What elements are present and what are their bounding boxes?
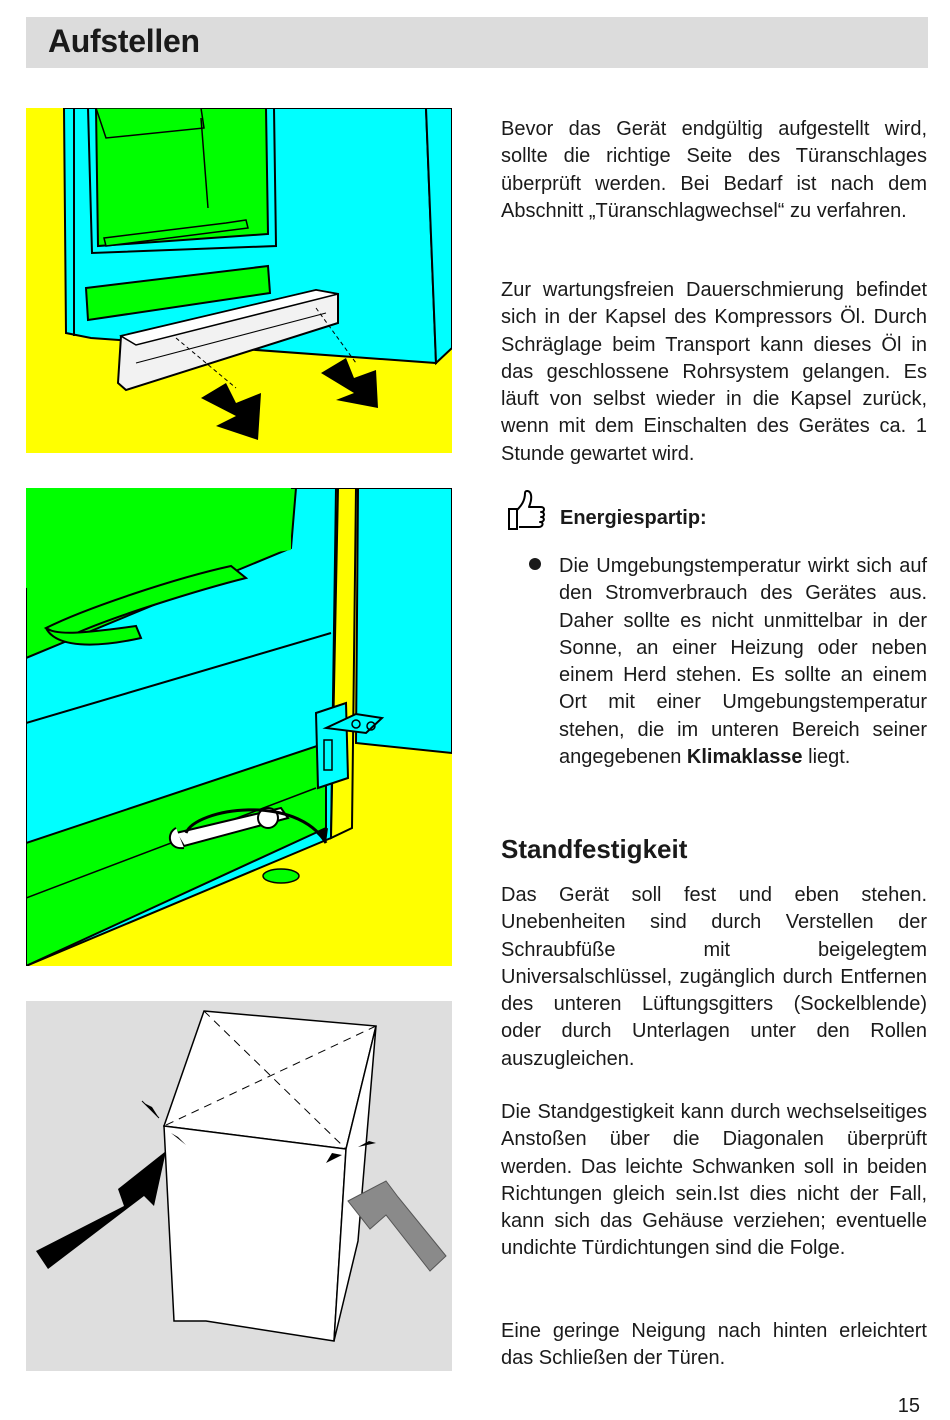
energy-tip-header	[501, 487, 927, 537]
paragraph-text: Eine geringe Neigung nach hinten erleichtert das Schließen der Türen.	[501, 1320, 927, 1370]
illustration-diagonal-check	[26, 1001, 452, 1371]
thumbs-up-icon	[501, 487, 547, 538]
intro-paragraph-door-hinge	[501, 116, 927, 225]
paragraph-text: Die Standgestigkeit kann durch wechselseitiges Anstoßen über die Diagonalen überprüft werden. Das leichte Schwanken soll in beiden Richtungen gleich sein.Ist dies nicht der Fall, kann sich das Gehäuse verziehen; eventuelle undichte Türdichtungen sind die Folge.	[501, 1101, 927, 1260]
header-bar	[26, 17, 928, 68]
stability-paragraph-diagonals	[501, 1099, 927, 1263]
energy-tip-text	[559, 553, 927, 771]
section-title-stability: Standfestigkeit	[501, 834, 688, 864]
tip-text-end: liegt.	[802, 746, 851, 769]
paragraph-text: Bevor das Gerät endgültig aufgestellt wird, sollte die richtige Seite des Türanschlages überprüft werden. Bei Bedarf ist nach dem Abschnitt „Türanschlagwechsel“ zu verfahren.	[501, 118, 927, 222]
bullet-icon	[529, 558, 541, 570]
stability-paragraph-feet	[501, 882, 927, 1073]
tip-text-start: Die Umgebungstemperatur wirkt sich auf den Stromverbrauch des Gerätes aus. Daher sollte es nicht unmittelbar in der Sonne, an einer Heizung oder neben einem Herd stehen. Es sollte an einem Ort mit einer Umgebungstemperatur stehen, die im unteren Bereich seiner angegebenen	[559, 555, 927, 769]
page-number: 15	[897, 1395, 920, 1417]
illustration-ventilation-grille	[26, 108, 452, 453]
paragraph-text: Das Gerät soll fest und eben stehen. Unebenheiten sind durch Verstellen der Schraubfüße mit beigelegtem Universalschlüssel, zugänglich durch Entfernen des unteren Lüftungsgitters (Sockelblende) oder durch Unterlagen unter den Rollen auszugleichen.	[501, 884, 927, 1070]
paragraph-text: Zur wartungsfreien Dauerschmierung befindet sich in der Kapsel des Kompressors Öl. Durch Schräglage beim Transport kann dieses Öl in das geschlossene Rohrsystem gelangen. Es läuft von selbst wieder in die Kapsel zurück, wenn mit dem Einschalten des Gerätes ca. 1 Stunde gewartet wird.	[501, 279, 927, 465]
climate-class-term: Klimaklasse	[686, 746, 803, 769]
page-title: Aufstellen	[48, 23, 200, 59]
illustration-foot-adjustment	[26, 488, 452, 966]
intro-paragraph-compressor-oil	[501, 277, 927, 468]
stability-paragraph-tilt	[501, 1318, 927, 1373]
energy-tip-title: Energiespartip:	[560, 507, 707, 529]
